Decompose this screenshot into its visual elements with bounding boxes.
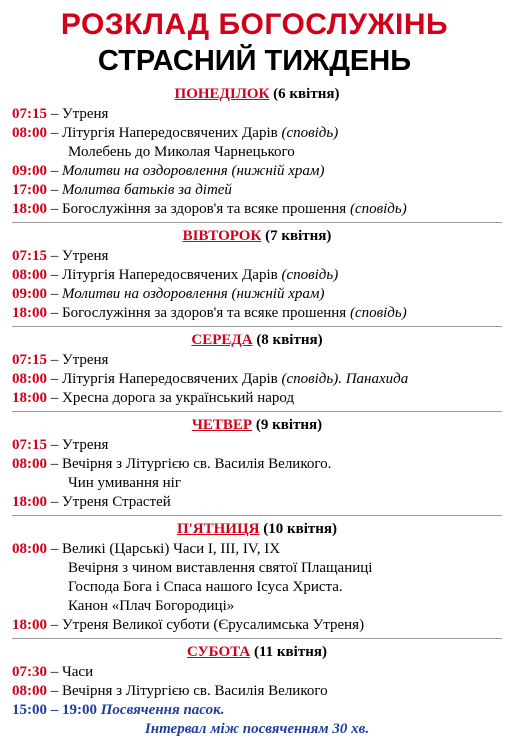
day-name: ПОНЕДІЛОК (174, 86, 270, 102)
service-name: Великі (Царські) Часи І, ІІІ, ІV, ІХ (62, 541, 281, 557)
service-name: Літургія Напередосвячених Дарів (62, 267, 282, 283)
service-name: Утреня Великої суботи (Єрусалимська Утреня) (62, 617, 365, 633)
schedule-row: 08:00 – Літургія Напередосвячених Дарів (сповідь) (12, 125, 339, 141)
day-heading (12, 330, 502, 351)
service-time: 08:00 (12, 125, 47, 141)
service-note: Молитва батьків за дітей (62, 182, 232, 198)
service-name: Вечірня з чином виставлення святої Плащаниці (68, 560, 373, 576)
blessing-time: 15:00 – 19:00 (12, 702, 97, 718)
service-time: 08:00 (12, 267, 47, 283)
section-divider (12, 411, 502, 412)
schedule-row (12, 578, 502, 597)
schedule-row: 08:00 – Великі (Царські) Часи І, ІІІ, ІV, ІХ (12, 541, 281, 557)
service-note: (сповідь) (349, 201, 407, 217)
day-name: П'ЯТНИЦЯ (176, 521, 260, 537)
day-date: (7 квітня) (265, 228, 332, 244)
service-time: 08:00 (12, 371, 47, 387)
service-name: Утреня (62, 106, 109, 122)
section-divider (12, 638, 502, 639)
service-time: 08:00 (12, 683, 47, 699)
service-name: Вечірня з Літургією св. Василія Великого (62, 683, 328, 699)
schedule-row: 07:15 – Утреня (12, 352, 109, 368)
schedule-row: 08:00 – Вечірня з Літургією св. Василія Великого (12, 683, 328, 699)
service-name: Богослужіння за здоров'я та всяке прошення (62, 201, 350, 217)
day-name: ЧЕТВЕР (191, 417, 253, 433)
service-time: 09:00 (12, 163, 47, 179)
schedule-row: 07:15 – Утреня (12, 248, 109, 264)
day-date: (8 квітня) (256, 332, 323, 348)
interval-note: Інтервал між посвяченням 30 хв. (144, 721, 370, 737)
day-heading (12, 84, 502, 105)
service-time: 18:00 (12, 201, 47, 217)
service-name: Канон «Плач Богородиці» (68, 598, 235, 614)
service-time: 07:30 (12, 664, 47, 680)
service-name: Літургія Напередосвячених Дарів (62, 125, 282, 141)
service-note: (сповідь) (349, 305, 407, 321)
schedule-row (12, 559, 502, 578)
service-name: Молебень до Миколая Чарнецького (68, 144, 295, 160)
schedule-row: 07:15 – Утреня (12, 106, 109, 122)
page-title: РОЗКЛАД БОГОСЛУЖІНЬ (60, 8, 449, 41)
service-time: 18:00 (12, 305, 47, 321)
service-name: Утреня (62, 352, 109, 368)
blessing-row (12, 701, 502, 720)
schedule-row: 18:00 – Утреня Великої суботи (Єрусалимська Утреня) (12, 617, 365, 633)
page-subtitle: СТРАСНИЙ ТИЖДЕНЬ (97, 45, 412, 77)
day-date: (6 квітня) (273, 86, 340, 102)
day-date: (11 квітня) (254, 644, 327, 660)
service-note: Молитви на оздоровлення (нижній храм) (62, 286, 325, 302)
day-name: ВІВТОРОК (182, 228, 262, 244)
schedule-row: 07:15 – Утреня (12, 437, 109, 453)
schedule-row: 08:00 – Літургія Напередосвячених Дарів (сповідь) (12, 267, 339, 283)
service-name: Хресна дорога за український народ (62, 390, 295, 406)
section-divider (12, 515, 502, 516)
schedule-row: 18:00 – Хресна дорога за український народ (12, 390, 295, 406)
schedule-row: 18:00 – Богослужіння за здоров'я та всяке прошення (сповідь) (12, 201, 407, 217)
day-heading (12, 519, 502, 540)
schedule-row: 09:00 – Молитви на оздоровлення (нижній храм) (12, 286, 325, 302)
service-time: 18:00 (12, 617, 47, 633)
schedule-row: 18:00 – Богослужіння за здоров'я та всяке прошення (сповідь) (12, 305, 407, 321)
service-time: 07:15 (12, 437, 47, 453)
service-time: 07:15 (12, 106, 47, 122)
service-name: Літургія Напередосвячених Дарів (62, 371, 282, 387)
day-heading (12, 415, 502, 436)
service-note: Молитви на оздоровлення (нижній храм) (62, 163, 325, 179)
day-name: СЕРЕДА (191, 332, 253, 348)
service-time: 08:00 (12, 541, 47, 557)
day-name: СУБОТА (187, 644, 251, 660)
service-time: 07:15 (12, 352, 47, 368)
schedule-row: 08:00 – Літургія Напередосвячених Дарів (сповідь). Панахида (12, 371, 409, 387)
schedule-row (12, 143, 502, 162)
service-name: Богослужіння за здоров'я та всяке прошення (62, 305, 350, 321)
service-name: Утреня (62, 437, 109, 453)
service-time: 09:00 (12, 286, 47, 302)
service-name: Чин умивання ніг (68, 475, 181, 491)
service-note: (сповідь) (281, 267, 339, 283)
schedule-row: 07:30 – Часи (12, 664, 94, 680)
section-divider (12, 326, 502, 327)
section-divider (12, 222, 502, 223)
service-name: Утреня (62, 248, 109, 264)
schedule-row (12, 474, 502, 493)
schedule-row (12, 597, 502, 616)
day-date: (10 квітня) (263, 521, 338, 537)
service-time: 17:00 (12, 182, 47, 198)
service-time: 08:00 (12, 456, 47, 472)
service-name: Часи (62, 664, 94, 680)
schedule-row: 08:00 – Вечірня з Літургією св. Василія Великого. (12, 456, 332, 472)
schedule-row: 09:00 – Молитви на оздоровлення (нижній храм) (12, 163, 325, 179)
service-time: 07:15 (12, 248, 47, 264)
day-date: (9 квітня) (255, 417, 323, 433)
day-heading (12, 226, 502, 247)
schedule-row: 17:00 – Молитва батьків за дітей (12, 182, 232, 198)
service-note: (сповідь). Панахида (281, 371, 409, 387)
service-note: (сповідь) (281, 125, 339, 141)
schedule-row: 18:00 – Утреня Страстей (12, 494, 171, 510)
service-name: Вечірня з Літургією св. Василія Великого. (62, 456, 332, 472)
service-time: 18:00 (12, 494, 47, 510)
service-name: Утреня Страстей (62, 494, 171, 510)
service-name: Господа Бога і Спаса нашого Ісуса Христа. (68, 579, 343, 595)
service-time: 18:00 (12, 390, 47, 406)
day-heading (12, 642, 502, 663)
schedule-content (12, 84, 502, 739)
blessing-text: Посвячення пасок. (100, 702, 225, 718)
